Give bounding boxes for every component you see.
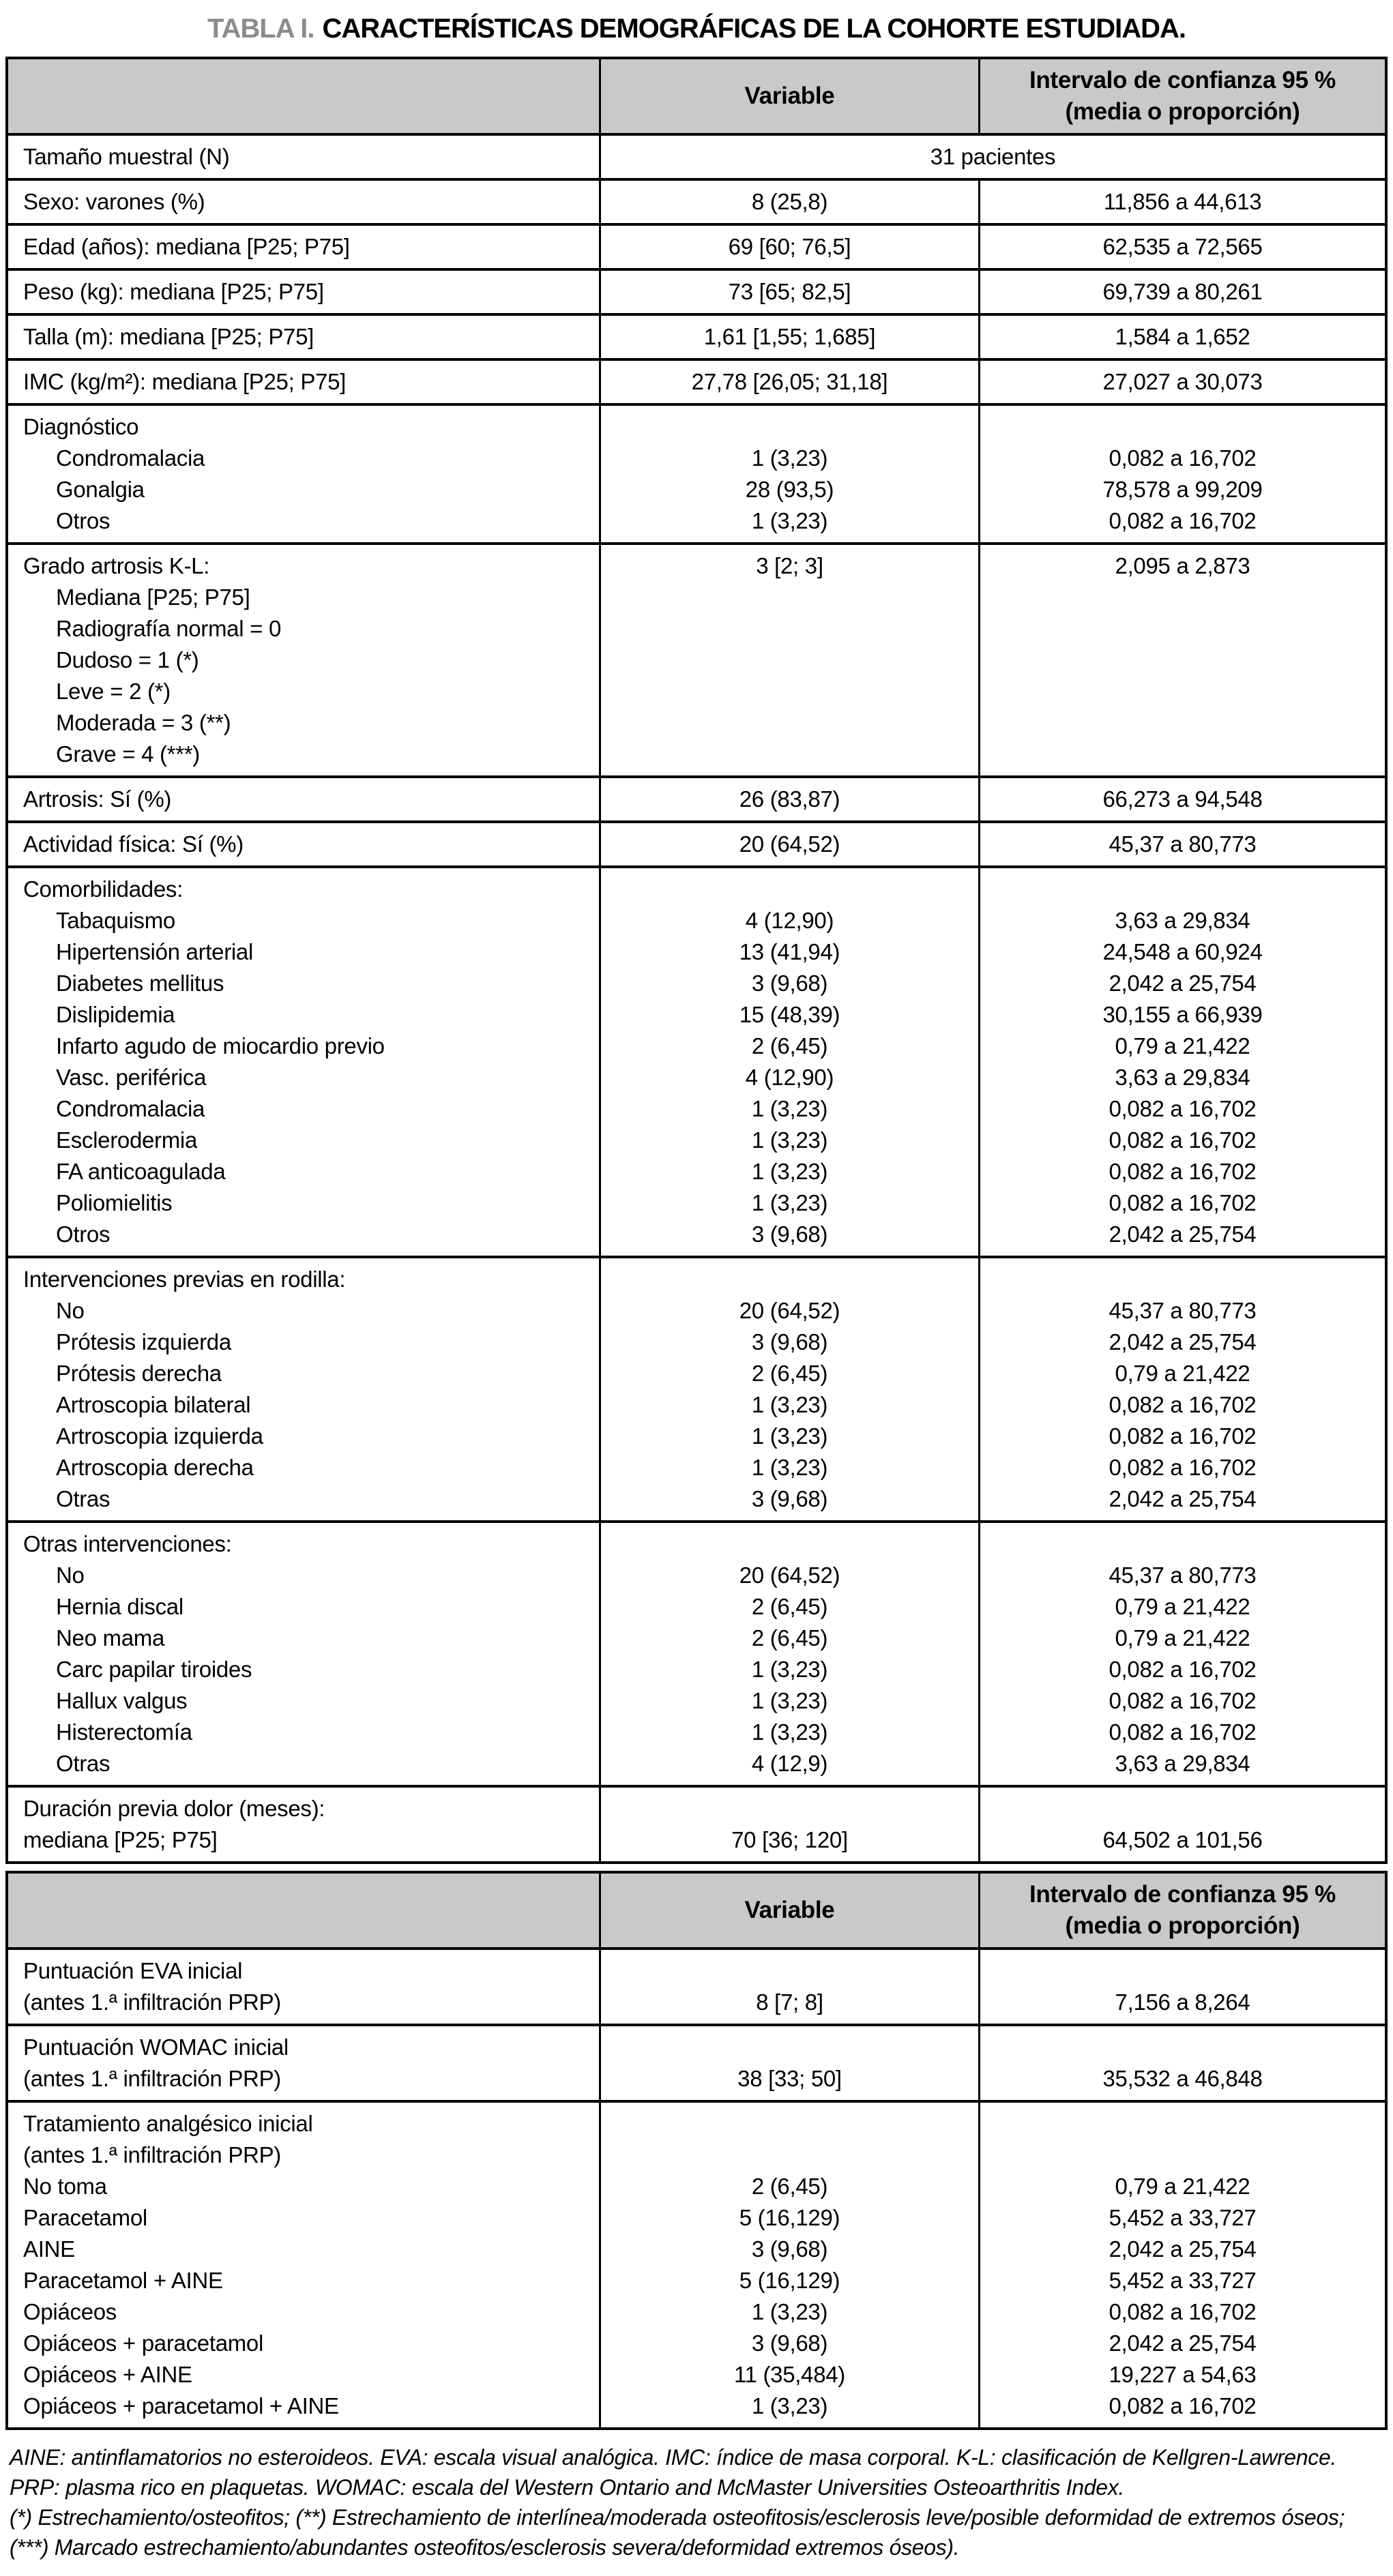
row-label (7, 1257, 600, 1522)
row-variable-line: 8 [7; 8] (756, 1989, 823, 2015)
row-variable-line: 3 (9,68) (751, 2236, 828, 2262)
row-label-line: Duración previa dolor (meses): (23, 1796, 325, 1821)
row-confidence-interval-line: 66,273 a 94,548 (1102, 786, 1263, 812)
row-confidence-interval-line: 7,156 a 8,264 (1115, 1989, 1250, 2015)
row-confidence-interval-line: 5,452 a 33,727 (1109, 2205, 1257, 2230)
row-confidence-interval-line (980, 1793, 1385, 1824)
row-confidence-interval (980, 404, 1387, 544)
row-label-line: Hipertensión arterial (56, 939, 254, 964)
row-label-line: Peso (kg): mediana [P25; P75] (23, 279, 324, 304)
column-header-variable: Variable (600, 58, 979, 134)
row-label-line: Moderada = 3 (**) (56, 710, 231, 735)
row-variable-line: 3 (9,68) (751, 1329, 828, 1354)
row-variable (600, 867, 979, 1257)
row-variable-line: 1 (3,23) (751, 1719, 828, 1745)
row-confidence-interval-line: 62,535 a 72,565 (1102, 234, 1263, 259)
row-label-line: Otros (56, 1222, 111, 1247)
table-row (7, 1257, 1386, 1522)
row-label-line: Opiáceos (23, 2299, 117, 2324)
row-variable-line (601, 2140, 978, 2171)
row-variable-line: 70 [36; 120] (731, 1827, 848, 1852)
row-confidence-interval-line: 0,082 a 16,702 (1109, 1127, 1257, 1153)
row-confidence-interval (980, 1786, 1387, 1863)
row-label-line: Otras (56, 1486, 111, 1511)
row-confidence-interval-line: 0,082 a 16,702 (1109, 2299, 1257, 2324)
row-variable-line (601, 2032, 978, 2063)
row-variable-line: 2 (6,45) (751, 1033, 828, 1058)
table-title-label: TABLA I. (207, 14, 314, 44)
row-label-line: Otros (56, 508, 111, 533)
row-confidence-interval (980, 2101, 1387, 2429)
row-variable (600, 224, 979, 269)
row-label-line: IMC (kg/m²): mediana [P25; P75] (23, 369, 347, 394)
table-row (7, 134, 1386, 179)
row-variable-line: 3 (9,68) (751, 1222, 828, 1247)
row-confidence-interval-line: 27,027 a 30,073 (1102, 369, 1263, 394)
row-variable-line (601, 874, 978, 905)
row-label-line: Dislipidemia (56, 1002, 175, 1027)
row-label-line: Grado artrosis K-L: (23, 553, 210, 578)
row-confidence-interval (980, 777, 1387, 822)
row-label-line: Opiáceos + AINE (23, 2362, 192, 2387)
row-variable-line: 27,78 [26,05; 31,18] (691, 369, 888, 394)
header-empty-cell (7, 58, 600, 134)
row-label-line: (antes 1.ª infiltración PRP) (23, 1989, 281, 2015)
row-label (7, 404, 600, 544)
row-confidence-interval-line: 0,79 a 21,422 (1115, 1033, 1250, 1058)
row-confidence-interval-line: 2,042 a 25,754 (1109, 1486, 1257, 1511)
row-label-line: Mediana [P25; P75] (56, 584, 250, 610)
row-variable-line: 28 (93,5) (745, 477, 834, 502)
row-confidence-interval-line: 1,584 a 1,652 (1115, 324, 1250, 349)
row-confidence-interval-line (980, 1955, 1385, 1987)
row-label-line: Edad (años): mediana [P25; P75] (23, 234, 350, 259)
header-empty-cell (7, 1872, 600, 1949)
footnote-asterisks: (*) Estrechamiento/osteofitos; (**) Estrechamiento de interlínea/moderada osteofitosis/esclerosis leve/posible deformidad de extremos óseos; (***) Marcado estrechamiento/abundantes osteofitos/esclerosis severa/deformidad extremos óseos). (10, 2505, 1345, 2560)
row-variable-line: 4 (12,9) (751, 1751, 828, 1776)
table-row (7, 224, 1386, 269)
row-confidence-interval (980, 867, 1387, 1257)
table-row (7, 822, 1386, 867)
row-label-line: Actividad física: Sí (%) (23, 831, 244, 857)
row-label-line: Tamaño muestral (N) (23, 144, 230, 169)
row-variable-line: 4 (12,90) (745, 908, 834, 933)
row-variable-line (601, 1264, 978, 1295)
row-variable-line: 11 (35,484) (733, 2362, 845, 2387)
table-row (7, 867, 1386, 1257)
table-row (7, 1949, 1386, 2025)
row-variable (600, 544, 979, 777)
row-variable (600, 822, 979, 867)
row-confidence-interval-line: 0,79 a 21,422 (1115, 2174, 1250, 2199)
row-label (7, 179, 600, 224)
row-variable (600, 179, 979, 224)
row-variable-line (601, 1528, 978, 1560)
row-variable-line (601, 1793, 978, 1824)
row-confidence-interval-line (980, 874, 1385, 905)
row-variable-line (601, 411, 978, 443)
row-label-line: Prótesis derecha (56, 1361, 222, 1386)
row-label-line: Diabetes mellitus (56, 971, 224, 996)
row-label-line: Neo mama (56, 1625, 164, 1650)
row-label (7, 544, 600, 777)
row-confidence-interval-line (980, 411, 1385, 443)
row-label-line: Comorbilidades: (23, 876, 183, 902)
row-variable (600, 2101, 979, 2429)
footnote-abbreviations: AINE: antinflamatorios no esteroideos. EVA: escala visual analógica. IMC: índice de masa corporal. K-L: clasificación de Kellgren-Lawrence. PRP: plasma rico en plaquetas. WOMAC: escala del Western Ontario and McMaster Universities Osteoarthritis Index. (10, 2445, 1337, 2500)
row-confidence-interval-line: 0,082 a 16,702 (1109, 1455, 1257, 1480)
row-confidence-interval-line: 0,082 a 16,702 (1109, 1190, 1257, 1215)
row-label-line: Paracetamol (23, 2205, 147, 2230)
row-variable-line: 2 (6,45) (751, 2174, 828, 2199)
row-label-line: Leve = 2 (*) (56, 679, 171, 704)
row-variable-line: 4 (12,90) (745, 1065, 834, 1090)
row-confidence-interval-line: 0,79 a 21,422 (1115, 1361, 1250, 1386)
row-variable-line: 2 (6,45) (751, 1594, 828, 1619)
row-label-line: Gonalgia (56, 477, 145, 502)
row-confidence-interval-line: 2,042 a 25,754 (1109, 1222, 1257, 1247)
row-label-line: No toma (23, 2174, 107, 2199)
row-confidence-interval-line: 3,63 a 29,834 (1115, 1065, 1250, 1090)
ci-header-line2: (media o proporción) (1065, 98, 1300, 125)
row-confidence-interval-line: 19,227 a 54,63 (1109, 2362, 1257, 2387)
row-label-line: Esclerodermia (56, 1127, 198, 1153)
row-variable-line: 2 (6,45) (751, 1625, 828, 1650)
row-variable-line: 73 [65; 82,5] (728, 279, 851, 304)
demographics-table-part2 (5, 1871, 1388, 2430)
row-variable-line: 1 (3,23) (751, 1392, 828, 1417)
row-label-line: Tratamiento analgésico inicial (23, 2111, 313, 2136)
row-label-line: Artroscopia bilateral (56, 1392, 251, 1417)
column-header-ci (980, 1872, 1387, 1949)
table-row (7, 777, 1386, 822)
row-confidence-interval-line: 2,042 a 25,754 (1109, 1329, 1257, 1354)
row-variable-line: 1 (3,23) (751, 1455, 828, 1480)
row-confidence-interval-line (980, 2140, 1385, 2171)
row-variable-line: 13 (41,94) (739, 939, 840, 964)
row-label (7, 134, 600, 179)
row-label (7, 1949, 600, 2025)
row-variable-line: 3 (9,68) (751, 971, 828, 996)
row-variable-line: 1 (3,23) (751, 1190, 828, 1215)
row-variable-line: 8 (25,8) (751, 189, 828, 214)
row-label-line: Histerectomía (56, 1719, 192, 1745)
row-confidence-interval-line: 5,452 a 33,727 (1109, 2268, 1257, 2293)
row-label-line: (antes 1.ª infiltración PRP) (23, 2142, 281, 2167)
row-label-line: Otras intervenciones: (23, 1531, 232, 1556)
row-confidence-interval-line: 0,082 a 16,702 (1109, 1657, 1257, 1682)
row-confidence-interval (980, 1949, 1387, 2025)
table-title (5, 14, 1388, 44)
row-variable (600, 269, 979, 314)
row-confidence-interval-line: 35,532 a 46,848 (1102, 2066, 1263, 2091)
table-row (7, 1522, 1386, 1786)
table-row (7, 1786, 1386, 1863)
row-confidence-interval-line: 78,578 a 99,209 (1102, 477, 1263, 502)
row-confidence-interval-line: 0,082 a 16,702 (1109, 508, 1257, 533)
row-confidence-interval-line: 45,37 a 80,773 (1109, 1563, 1257, 1588)
row-confidence-interval-line: 3,63 a 29,834 (1115, 1751, 1250, 1776)
row-variable-line: 3 (9,68) (751, 1486, 828, 1511)
row-confidence-interval-line: 24,548 a 60,924 (1102, 939, 1263, 964)
row-variable-line: 1 (3,23) (751, 1096, 828, 1121)
row-variable-line: 1,61 [1,55; 1,685] (703, 324, 876, 349)
table-row (7, 2101, 1386, 2429)
row-variable (600, 1522, 979, 1786)
row-confidence-interval-line (980, 2108, 1385, 2140)
row-label-line: Paracetamol + AINE (23, 2268, 223, 2293)
row-label-line: Hernia discal (56, 1594, 184, 1619)
row-label-line: (antes 1.ª infiltración PRP) (23, 2066, 281, 2091)
row-confidence-interval (980, 359, 1387, 404)
row-confidence-interval-line (980, 2032, 1385, 2063)
row-confidence-interval-line: 45,37 a 80,773 (1109, 831, 1257, 857)
row-label-line: Intervenciones previas en rodilla: (23, 1267, 346, 1292)
row-label-line: Dudoso = 1 (*) (56, 647, 199, 672)
row-label-line: Opiáceos + paracetamol (23, 2330, 264, 2356)
row-confidence-interval (980, 269, 1387, 314)
ci-header-line2: (media o proporción) (1065, 1912, 1300, 1939)
column-header-variable: Variable (600, 1872, 979, 1949)
row-merged-value-line: 31 pacientes (930, 144, 1056, 169)
row-label (7, 1522, 600, 1786)
row-label-line: Artroscopia derecha (56, 1455, 254, 1480)
table-part1-body (7, 134, 1386, 1863)
row-label (7, 1786, 600, 1863)
table-title-text: CARACTERÍSTICAS DEMOGRÁFICAS DE LA COHORTE ESTUDIADA. (322, 14, 1186, 44)
row-confidence-interval-line: 0,082 a 16,702 (1109, 1096, 1257, 1121)
row-confidence-interval-line: 30,155 a 66,939 (1102, 1002, 1263, 1027)
row-label (7, 314, 600, 359)
row-variable-line: 38 [33; 50] (737, 2066, 842, 2091)
row-variable-line: 1 (3,23) (751, 1423, 828, 1449)
row-label-line: No (56, 1563, 85, 1588)
row-label-line: Otras (56, 1751, 111, 1776)
row-label-line: Sexo: varones (%) (23, 189, 205, 214)
row-confidence-interval-line: 0,082 a 16,702 (1109, 1392, 1257, 1417)
row-label-line: No (56, 1298, 85, 1323)
row-variable (600, 777, 979, 822)
header-row (7, 58, 1386, 134)
row-confidence-interval-line: 0,082 a 16,702 (1109, 1423, 1257, 1449)
row-confidence-interval-line (980, 1264, 1385, 1295)
row-label-line: Tabaquismo (56, 908, 175, 933)
row-variable-line: 5 (16,129) (739, 2268, 840, 2293)
row-variable (600, 1949, 979, 2025)
row-confidence-interval-line: 0,082 a 16,702 (1109, 1719, 1257, 1745)
row-variable-line: 69 [60; 76,5] (728, 234, 851, 259)
row-label-line: Grave = 4 (***) (56, 741, 200, 767)
row-label-line: Hallux valgus (56, 1688, 188, 1713)
ci-header-line1: Intervalo de confianza 95 % (1029, 1881, 1336, 1908)
row-label-line: mediana [P25; P75] (23, 1827, 218, 1852)
table-row (7, 404, 1386, 544)
row-variable (600, 404, 979, 544)
row-confidence-interval (980, 1522, 1387, 1786)
row-variable-line (601, 1955, 978, 1987)
row-confidence-interval (980, 224, 1387, 269)
row-confidence-interval-line: 45,37 a 80,773 (1109, 1298, 1257, 1323)
row-variable-line (601, 2108, 978, 2140)
row-label (7, 359, 600, 404)
row-confidence-interval (980, 544, 1387, 777)
row-variable-line: 1 (3,23) (751, 508, 828, 533)
row-confidence-interval-line: 64,502 a 101,56 (1102, 1827, 1263, 1852)
row-confidence-interval-line: 69,739 a 80,261 (1102, 279, 1263, 304)
table-row (7, 179, 1386, 224)
ci-header-line1: Intervalo de confianza 95 % (1029, 67, 1336, 93)
row-confidence-interval-line: 2,042 a 25,754 (1109, 2330, 1257, 2356)
table-row (7, 359, 1386, 404)
row-label-line: Opiáceos + paracetamol + AINE (23, 2393, 339, 2418)
row-label-line: Condromalacia (56, 445, 205, 471)
row-label (7, 777, 600, 822)
row-variable-line: 26 (83,87) (739, 786, 840, 812)
row-label-line: Prótesis izquierda (56, 1329, 231, 1354)
row-label-line: Puntuación EVA inicial (23, 1958, 243, 1983)
row-merged-value (600, 134, 1386, 179)
row-variable-line: 2 (6,45) (751, 1361, 828, 1386)
row-confidence-interval-line: 0,082 a 16,702 (1109, 445, 1257, 471)
row-variable-line: 1 (3,23) (751, 445, 828, 471)
row-label (7, 822, 600, 867)
table-row (7, 2025, 1386, 2101)
row-variable-line: 1 (3,23) (751, 2393, 828, 2418)
column-header-ci (980, 58, 1387, 134)
row-label-line: Talla (m): mediana [P25; P75] (23, 324, 314, 349)
row-confidence-interval (980, 2025, 1387, 2101)
row-label-line: Artrosis: Sí (%) (23, 786, 172, 812)
row-confidence-interval-line: 2,042 a 25,754 (1109, 2236, 1257, 2262)
row-confidence-interval-line (980, 1528, 1385, 1560)
row-variable-line: 1 (3,23) (751, 1127, 828, 1153)
row-confidence-interval (980, 179, 1387, 224)
row-confidence-interval-line: 11,856 a 44,613 (1103, 189, 1262, 214)
demographics-table-part1 (5, 57, 1388, 1864)
row-label-line: Diagnóstico (23, 414, 139, 439)
row-label-line: Artroscopia izquierda (56, 1423, 263, 1449)
row-label-line: AINE (23, 2236, 75, 2262)
row-variable (600, 2025, 979, 2101)
table-row (7, 269, 1386, 314)
row-label-line: Radiografía normal = 0 (56, 616, 282, 641)
row-variable-line: 1 (3,23) (751, 1657, 828, 1682)
row-confidence-interval-line: 0,79 a 21,422 (1115, 1594, 1250, 1619)
row-variable-line: 20 (64,52) (739, 831, 840, 857)
row-confidence-interval-line: 0,79 a 21,422 (1115, 1625, 1250, 1650)
row-label (7, 269, 600, 314)
row-variable (600, 1786, 979, 1863)
table-row (7, 544, 1386, 777)
row-variable-line: 1 (3,23) (751, 1688, 828, 1713)
row-label-line: Poliomielitis (56, 1190, 173, 1215)
row-variable (600, 1257, 979, 1522)
header-row (7, 1872, 1386, 1949)
row-label-line: Infarto agudo de miocardio previo (56, 1033, 385, 1058)
row-variable-line: 3 (9,68) (751, 2330, 828, 2356)
row-variable (600, 314, 979, 359)
row-variable-line: 1 (3,23) (751, 2299, 828, 2324)
table-row (7, 314, 1386, 359)
row-confidence-interval (980, 822, 1387, 867)
row-variable (600, 359, 979, 404)
row-confidence-interval-line: 0,082 a 16,702 (1109, 1159, 1257, 1184)
row-label (7, 224, 600, 269)
row-confidence-interval-line: 2,095 a 2,873 (1115, 553, 1250, 578)
row-variable-line: 15 (48,39) (739, 1002, 840, 1027)
row-label-line: FA anticoagulada (56, 1159, 226, 1184)
row-confidence-interval-line: 0,082 a 16,702 (1109, 2393, 1257, 2418)
row-variable-line: 5 (16,129) (739, 2205, 840, 2230)
row-label-line: Carc papilar tiroides (56, 1657, 252, 1682)
row-label-line: Puntuación WOMAC inicial (23, 2034, 289, 2060)
row-confidence-interval (980, 314, 1387, 359)
row-label-line: Vasc. periférica (56, 1065, 207, 1090)
row-variable-line: 20 (64,52) (739, 1298, 840, 1323)
row-confidence-interval-line: 2,042 a 25,754 (1109, 971, 1257, 996)
row-confidence-interval-line: 3,63 a 29,834 (1115, 908, 1250, 933)
table-footnotes (10, 2442, 1383, 2562)
row-variable-line: 3 [2; 3] (756, 553, 823, 578)
row-variable-line: 20 (64,52) (739, 1563, 840, 1588)
row-confidence-interval (980, 1257, 1387, 1522)
row-label (7, 2101, 600, 2429)
row-label-line: Condromalacia (56, 1096, 205, 1121)
row-confidence-interval-line: 0,082 a 16,702 (1109, 1688, 1257, 1713)
row-label (7, 867, 600, 1257)
row-label (7, 2025, 600, 2101)
table-part2-body (7, 1949, 1386, 2429)
row-variable-line: 1 (3,23) (751, 1159, 828, 1184)
